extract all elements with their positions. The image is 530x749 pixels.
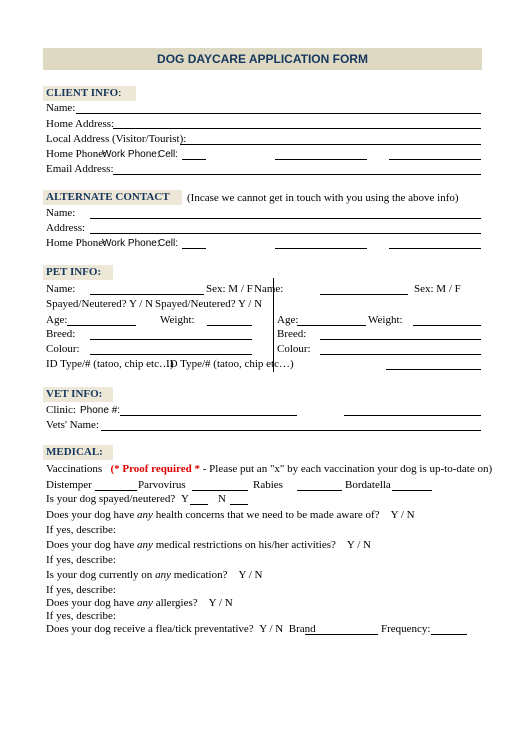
- client-cell-label: Cell:: [158, 149, 179, 160]
- alternate-address-field[interactable]: [90, 233, 481, 234]
- allergy-q-start: Does your dog have: [46, 597, 138, 609]
- pet2-spayed-label: Spayed/Neutered? Y / N: [155, 298, 263, 310]
- vet-clinic-label: Clinic:: [46, 404, 76, 416]
- vet-name-label: Vets' Name:: [46, 419, 99, 431]
- pet2-weight-field[interactable]: [413, 325, 481, 326]
- flea-frequency-label: Frequency:: [381, 623, 431, 635]
- alternate-address-label: Address:: [46, 222, 86, 234]
- pet1-name-label: Name:: [46, 283, 76, 295]
- vaccinations-label: Vaccinations: [46, 463, 103, 475]
- pet-info-heading: PET INFO:: [46, 266, 102, 278]
- pet1-weight-field[interactable]: [207, 325, 252, 326]
- allergies-describe-label: If yes, describe:: [46, 610, 116, 622]
- flea-q-text: Does your dog receive a flea/tick preventative?: [46, 623, 254, 635]
- client-name-field[interactable]: [76, 113, 481, 114]
- pet2-age-field[interactable]: [297, 325, 366, 326]
- pet1-breed-label: Breed:: [46, 328, 76, 340]
- vet-phone-label: Phone #:: [80, 405, 121, 416]
- allergy-q-yn[interactable]: Y / N: [208, 597, 233, 609]
- client-home-phone-field[interactable]: [182, 159, 206, 160]
- client-work-phone-field[interactable]: [275, 159, 367, 160]
- client-work-phone-label: Work Phone:: [102, 149, 160, 160]
- meds-q-end: medication?: [170, 569, 228, 581]
- distemper-label: Distemper: [46, 479, 92, 491]
- pet2-age-label: Age:: [277, 314, 299, 326]
- meds-q-yn[interactable]: Y / N: [238, 569, 263, 581]
- spayed-no-label: N: [218, 493, 226, 505]
- client-info-heading: [46, 87, 121, 99]
- vaccinations-line: [46, 463, 492, 475]
- alternate-work-phone-label: Work Phone:: [102, 238, 160, 249]
- medical-heading: MEDICAL:: [46, 446, 103, 458]
- vet-clinic-field[interactable]: [120, 415, 297, 416]
- alternate-cell-field[interactable]: [389, 248, 481, 249]
- pet1-name-field[interactable]: [90, 294, 204, 295]
- pet1-breed-field[interactable]: [90, 339, 252, 340]
- pet2-name-field[interactable]: [320, 294, 408, 295]
- alternate-home-phone-field[interactable]: [182, 248, 206, 249]
- client-info-colon: :: [118, 87, 122, 99]
- allergies-question: [46, 597, 233, 609]
- restrictions-question: [46, 539, 371, 551]
- flea-brand-field[interactable]: [305, 634, 378, 635]
- alternate-cell-label: Cell:: [158, 238, 179, 249]
- vet-name-field[interactable]: [101, 430, 481, 431]
- parvovirus-field[interactable]: [192, 490, 248, 491]
- client-home-phone-label: Home Phone:: [46, 148, 107, 160]
- client-local-address-label: Local Address (Visitor/Tourist):: [46, 133, 187, 145]
- bordatella-field[interactable]: [392, 490, 432, 491]
- pet1-spayed-label: Spayed/Neutered? Y / N: [46, 298, 154, 310]
- flea-q-yn[interactable]: Y / N: [259, 623, 284, 635]
- pet1-sex-label: Sex: M / F: [206, 283, 253, 295]
- health-q-start: Does your dog have: [46, 509, 138, 521]
- pet2-colour-field[interactable]: [320, 354, 481, 355]
- vet-phone-field[interactable]: [344, 415, 481, 416]
- pet2-weight-label: Weight:: [368, 314, 403, 326]
- health-q-end: health concerns that we need to be made aware of?: [152, 509, 380, 521]
- parvovirus-label: Parvovirus: [138, 479, 186, 491]
- health-concerns-question: [46, 509, 415, 521]
- restrict-q-start: Does your dog have: [46, 539, 138, 551]
- client-email-field[interactable]: [113, 174, 481, 175]
- spayed-yes-label: Y: [181, 493, 189, 505]
- health-describe-label: If yes, describe:: [46, 524, 116, 536]
- spayed-question: Is your dog spayed/neutered?: [46, 493, 176, 505]
- medication-describe-label: If yes, describe:: [46, 584, 116, 596]
- form-title: DOG DAYCARE APPLICATION FORM: [43, 48, 482, 70]
- pet1-colour-label: Colour:: [46, 343, 80, 355]
- restrict-q-yn[interactable]: Y / N: [346, 539, 371, 551]
- alternate-work-phone-field[interactable]: [275, 248, 367, 249]
- pet1-age-field[interactable]: [67, 325, 136, 326]
- alternate-contact-heading: ALTERNATE CONTACT: [46, 191, 170, 203]
- alternate-name-label: Name:: [46, 207, 76, 219]
- rabies-field[interactable]: [297, 490, 342, 491]
- pet2-sex-label: Sex: M / F: [414, 283, 461, 295]
- meds-q-start: Is your dog currently on: [46, 569, 156, 581]
- pet1-colour-field[interactable]: [90, 354, 252, 355]
- pet2-breed-field[interactable]: [320, 339, 481, 340]
- pet2-colour-label: Colour:: [277, 343, 311, 355]
- client-home-address-field[interactable]: [113, 128, 481, 129]
- flea-tick-question: [46, 623, 316, 635]
- client-local-address-field[interactable]: [180, 144, 481, 145]
- distemper-field[interactable]: [95, 490, 137, 491]
- pet2-breed-label: Breed:: [277, 328, 307, 340]
- alternate-name-field[interactable]: [90, 218, 481, 219]
- client-email-label: Email Address:: [46, 163, 114, 175]
- pet2-name-label: Name:: [254, 283, 284, 295]
- client-name-label: Name:: [46, 102, 76, 114]
- pet1-age-label: Age:: [46, 314, 68, 326]
- vet-info-heading: VET INFO:: [46, 388, 103, 400]
- pet2-id-label: ID Type/# (tatoo, chip etc…): [166, 358, 294, 370]
- client-info-heading-text: CLIENT INFO: [46, 87, 119, 99]
- spayed-no-field[interactable]: [230, 504, 248, 505]
- restrict-q-end: medical restrictions on his/her activities?: [152, 539, 336, 551]
- spayed-yes-field[interactable]: [190, 504, 208, 505]
- health-q-yn[interactable]: Y / N: [390, 509, 415, 521]
- vaccinations-instructions: - Please put an "x" by each vaccination your dog is up-to-date on): [199, 463, 493, 475]
- client-home-address-label: Home Address:: [46, 118, 115, 130]
- health-q-any: any: [137, 509, 153, 521]
- allergy-q-any: any: [137, 597, 153, 609]
- client-cell-field[interactable]: [389, 159, 481, 160]
- rabies-label: Rabies: [253, 479, 283, 491]
- proof-required-note: (* Proof required *: [110, 463, 200, 475]
- pet2-id-field[interactable]: [386, 369, 481, 370]
- restrictions-describe-label: If yes, describe:: [46, 554, 116, 566]
- restrict-q-any: any: [137, 539, 153, 551]
- flea-frequency-field[interactable]: [431, 634, 467, 635]
- alternate-home-phone-label: Home Phone:: [46, 237, 107, 249]
- allergy-q-end: allergies?: [152, 597, 198, 609]
- pet1-weight-label: Weight:: [160, 314, 195, 326]
- bordatella-label: Bordatella: [345, 479, 391, 491]
- medication-question: [46, 569, 263, 581]
- pet1-id-label: ID Type/# (tatoo, chip etc…): [46, 358, 174, 370]
- meds-q-any: any: [155, 569, 171, 581]
- alternate-contact-note: (Incase we cannot get in touch with you using the above info): [187, 192, 459, 204]
- flea-brand-label: Brand: [288, 623, 316, 635]
